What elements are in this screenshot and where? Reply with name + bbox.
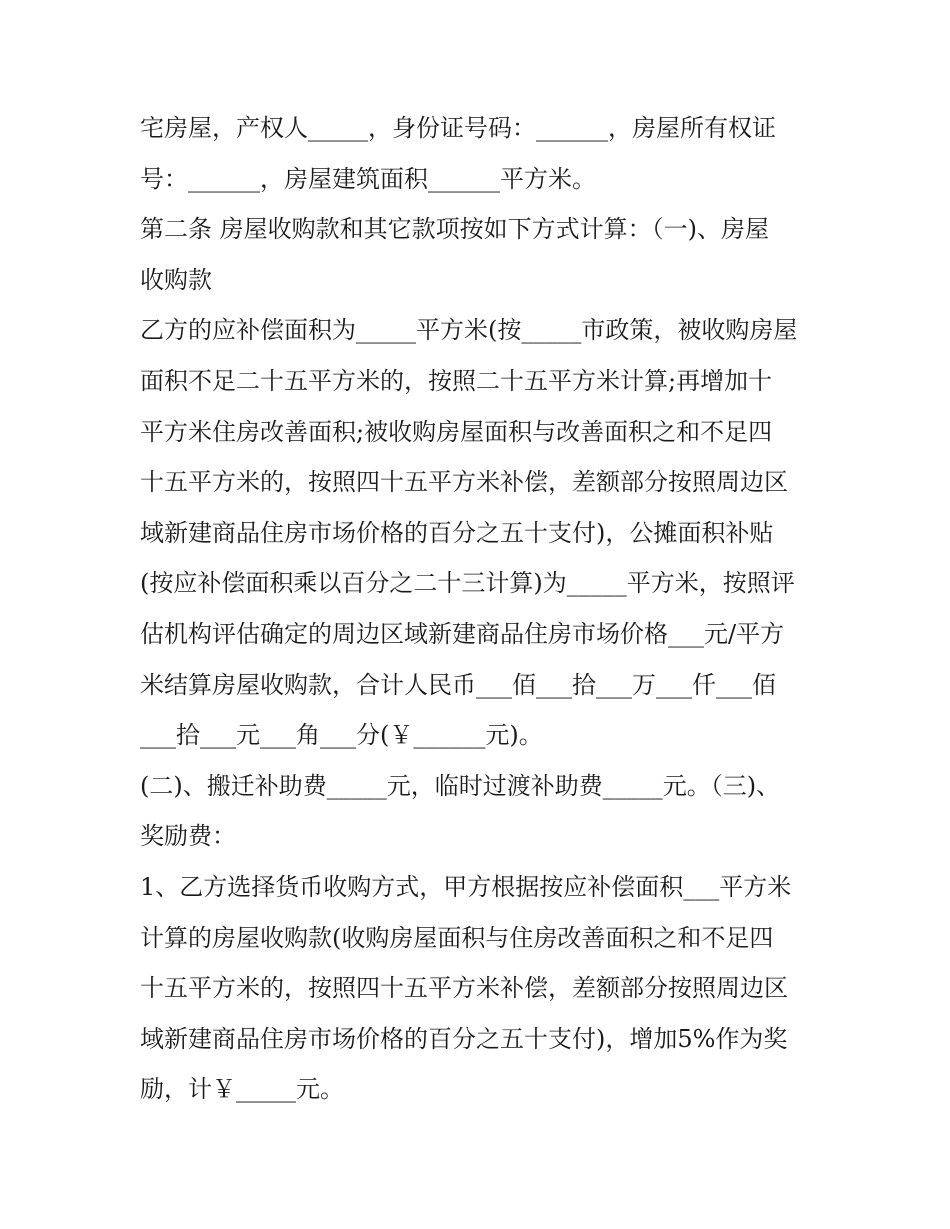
text-line: 米结算房屋收购款，合计人民币___佰___拾___万___仟___佰 <box>140 670 776 699</box>
text-line: (二)、搬迁补助费_____元，临时过渡补助费_____元。（三)、 <box>140 771 781 800</box>
text-line: 域新建商品住房市场价格的百分之五十支付)，公摊面积补贴 <box>140 518 774 547</box>
text-line: (按应补偿面积乘以百分之二十三计算)为_____平方米，按照评 <box>140 569 795 598</box>
document-body <box>140 103 820 1115</box>
text-line: 1、乙方选择货币收购方式，甲方根据按应补偿面积___平方米 <box>140 872 792 901</box>
text-line: 宅房屋，产权人_____，身份证号码：______，房屋所有权证 <box>140 114 776 142</box>
text-line: 收购款 <box>140 265 212 294</box>
text-line: 面积不足二十五平方米的，按照二十五平方米计算;再增加十 <box>140 366 773 395</box>
text-line: 第二条 房屋收购款和其它款项按如下方式计算：（一)、房屋 <box>140 215 769 244</box>
text-line: 平方米住房改善面积;被收购房屋面积与改善面积之和不足四 <box>140 417 773 446</box>
text-line: 计算的房屋收购款(收购房屋面积与住房改善面积之和不足四 <box>140 923 774 952</box>
text-line: 十五平方米的，按照四十五平方米补偿，差额部分按照周边区 <box>140 974 788 1003</box>
text-line: ___拾___元___角___分(￥______元)。 <box>140 721 543 750</box>
text-line: 乙方的应补偿面积为_____平方米(按_____市政策，被收购房屋 <box>140 316 798 345</box>
text-line: 号：______，房屋建筑面积______平方米。 <box>140 164 596 193</box>
text-line: 估机构评估确定的周边区域新建商品住房市场价格___元/平方 <box>140 619 785 648</box>
text-line: 域新建商品住房市场价格的百分之五十支付)，增加5%作为奖 <box>140 1024 788 1053</box>
text-line: 励，计￥_____元。 <box>140 1075 344 1104</box>
text-line: 十五平方米的，按照四十五平方米补偿，差额部分按照周边区 <box>140 468 788 497</box>
text-line: 奖励费： <box>140 822 236 851</box>
